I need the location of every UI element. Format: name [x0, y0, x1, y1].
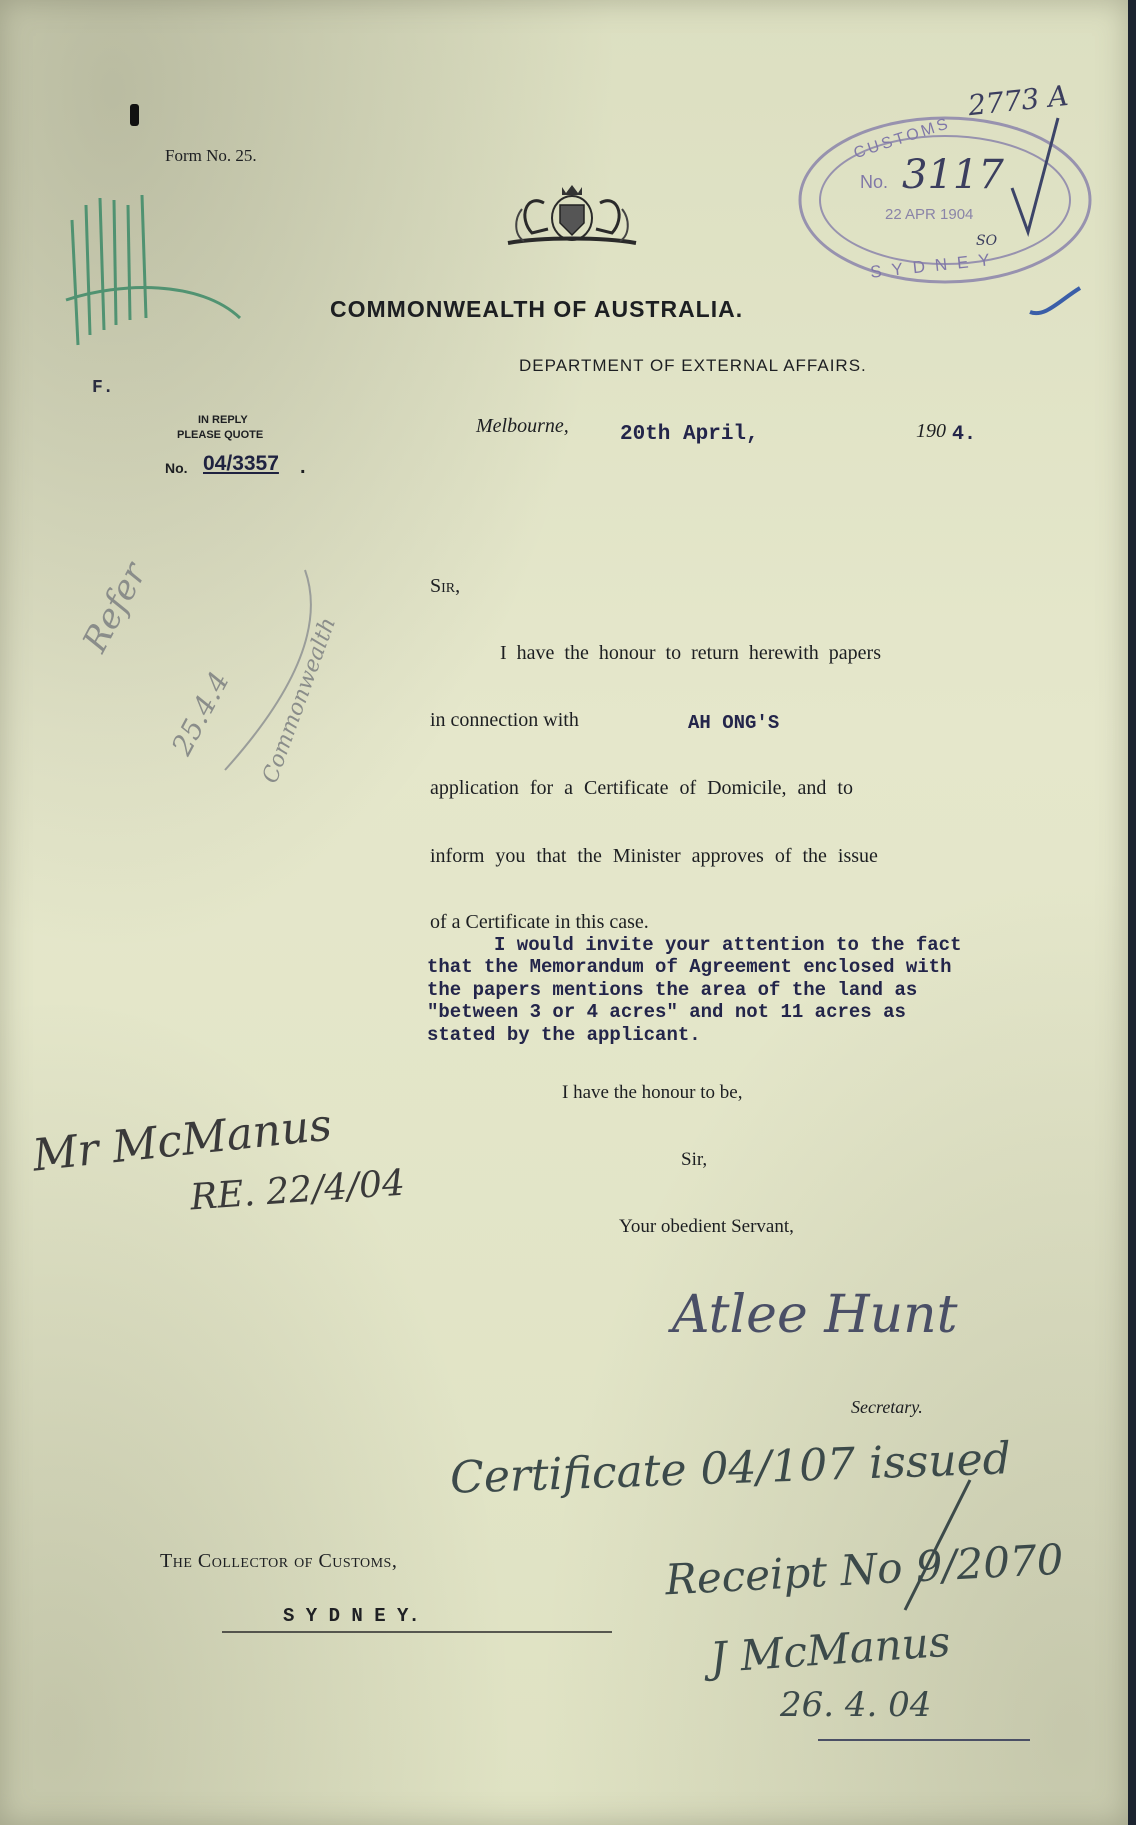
stamp-number: 3117: [902, 152, 1004, 198]
typed-paragraph-line-4: "between 3 or 4 acres" and not 11 acres as: [427, 1001, 906, 1023]
ink-margin-note-date: RE. 22/4/04: [188, 1162, 407, 1219]
stamp-corner-note: 2773 A: [966, 78, 1070, 123]
reply-label-line2: PLEASE QUOTE: [177, 429, 264, 441]
body-line-5: of a Certificate in this case.: [430, 911, 649, 933]
body-line-3: application for a Certificate of Domicile, and to: [430, 777, 853, 799]
pencil-note-refer: Refer: [75, 556, 155, 659]
body-line-1: I have the honour to return herewith papers: [500, 642, 881, 664]
ink-margin-note-name: Mr McManus: [30, 1099, 335, 1182]
secretary-signature: Atlee Hunt: [672, 1285, 958, 1345]
typed-paragraph-line-5: stated by the applicant.: [427, 1024, 701, 1046]
file-letter: F.: [92, 378, 114, 398]
addressee-line-1: The Collector of Customs,: [160, 1550, 398, 1572]
typed-paragraph-line-3: the papers mentions the area of the land as: [427, 979, 918, 1001]
applicant-name: AH ONG'S: [688, 712, 780, 734]
dateline-year-prefix: 190: [916, 420, 946, 442]
form-number: Form No. 25.: [165, 146, 257, 165]
pencil-note-word: Commonwealth: [258, 614, 342, 787]
department-heading: DEPARTMENT OF EXTERNAL AFFAIRS.: [519, 356, 867, 375]
addressee-city: S Y D N E Y.: [283, 1605, 420, 1627]
coat-of-arms-emblem: [508, 185, 636, 243]
stamp-date: 22 APR 1904: [885, 206, 974, 223]
blue-tick-mark: [1030, 288, 1080, 313]
commonwealth-heading: COMMONWEALTH OF AUSTRALIA.: [330, 296, 744, 322]
closing-line-3: Your obedient Servant,: [619, 1216, 794, 1237]
body-line-4: inform you that the Minister approves of the issue: [430, 845, 878, 867]
stamp-no-label: No.: [860, 172, 889, 192]
green-tally-marks: [66, 195, 240, 345]
stamp-top-text: CUSTOMS: [851, 114, 953, 163]
dateline-date: 20th April,: [620, 423, 759, 446]
stamp-bottom-text: SYDNEY: [869, 249, 1001, 282]
typed-paragraph-line-1: I would invite your attention to the fact: [494, 934, 962, 956]
annotation-signature: J McManus: [708, 1616, 952, 1683]
body-line-2a: in connection with: [430, 709, 579, 731]
salutation: Sir,: [430, 575, 461, 597]
typed-paragraph-line-2: that the Memorandum of Agreement enclosed with: [427, 956, 952, 978]
annotation-date: 26. 4. 04: [780, 1685, 932, 1725]
reference-number: 04/3357: [203, 452, 279, 475]
annotation-receipt: Receipt No 9/2070: [663, 1534, 1065, 1605]
secretary-title: Secretary.: [851, 1397, 923, 1417]
annotation-certificate: Certificate 04/107 issued: [449, 1433, 1012, 1504]
closing-line-1: I have the honour to be,: [562, 1082, 743, 1103]
dateline-place: Melbourne,: [476, 415, 569, 437]
stamp-small-note: SO: [976, 233, 998, 249]
reply-label-line1: IN REPLY: [198, 414, 248, 426]
reference-dot: .: [300, 456, 306, 478]
pencil-note-date: 25.4.4: [165, 666, 236, 761]
closing-line-2: Sir,: [681, 1149, 708, 1170]
reference-no-label: No.: [165, 460, 188, 476]
dateline-year-suffix: 4.: [952, 423, 977, 446]
